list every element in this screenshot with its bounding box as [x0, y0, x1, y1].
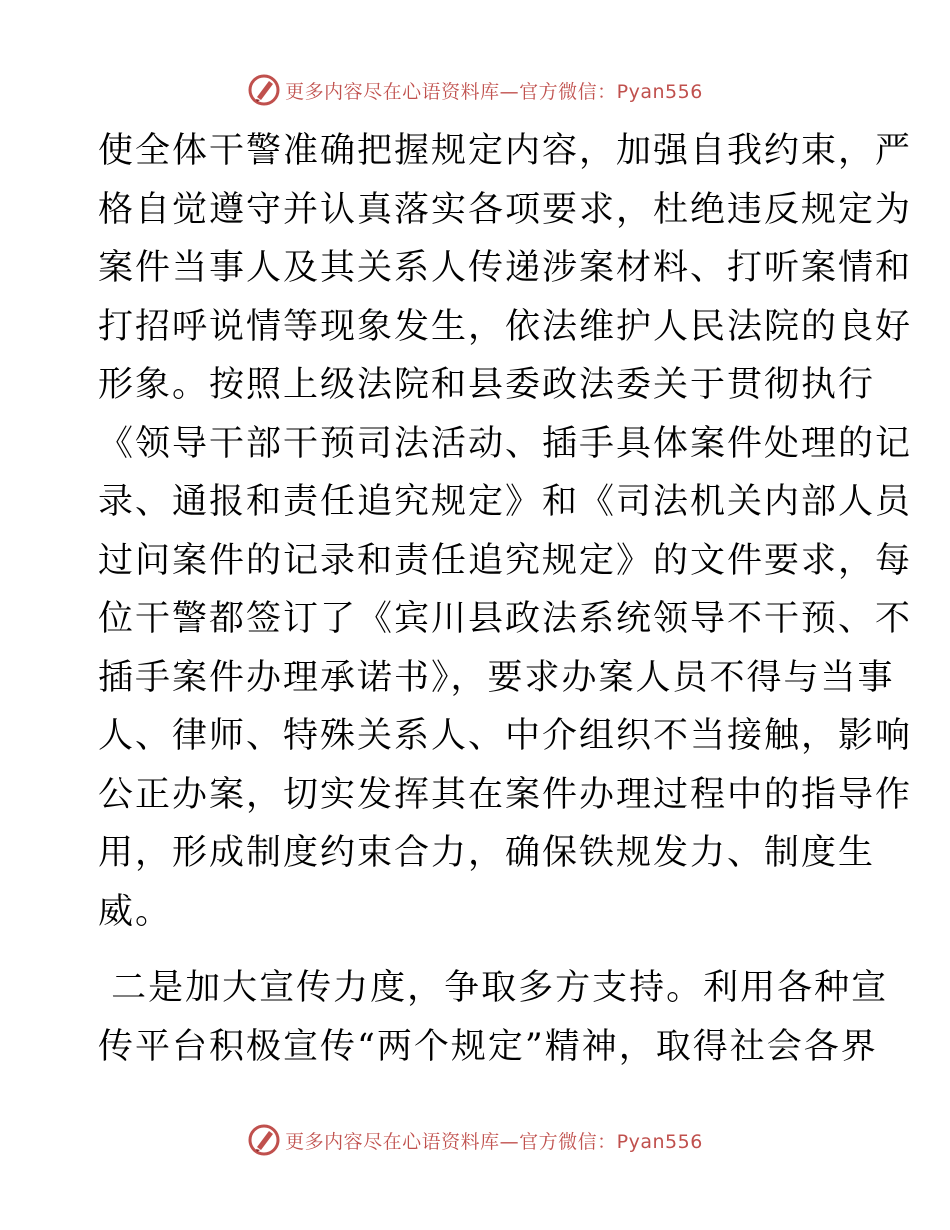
text-line: 录、通报和责任追究规定》和《司法机关内部人员 [98, 482, 913, 522]
pen-seal-logo-icon [247, 1123, 281, 1157]
text-line: 公正办案，切实发挥其在案件办理过程中的指导作 [98, 774, 913, 815]
text-line: 用，形成制度约束合力，确保铁规发力、制度生 [98, 833, 876, 873]
text-line: 插手案件办理承诺书》，要求办案人员不得与当事 [98, 657, 895, 698]
text-line: 形象。按照上级法院和县委政法委关于贯彻执行 [98, 365, 876, 405]
text-line: 案件当事人及其关系人传递涉案材料、打听案情和 [98, 248, 913, 288]
text-line: 打招呼说情等现象发生，依法维护人民法院的良好 [98, 306, 913, 347]
paragraph-gap [98, 941, 858, 959]
text-line: 二是加大宣传力度，争取多方支持。利用各种宣 [98, 968, 889, 1008]
paragraph-2 [98, 959, 889, 1076]
text-line: 过问案件的记录和责任追究规定》的文件要求，每 [98, 540, 913, 581]
text-line: 使全体干警准确把握规定内容，加强自我约束，严 [98, 131, 913, 171]
footer-banner [0, 1120, 950, 1160]
text-line: 《领导干部干预司法活动、插手具体案件处理的记 [98, 423, 913, 464]
text-line: 传平台积极宣传“两个规定”精神，取得社会各界 [98, 1026, 878, 1067]
text-line: 位干警都签订了《宾川县政法系统领导不干预、不 [98, 599, 913, 639]
header-banner [0, 70, 950, 110]
document-body [98, 122, 913, 1076]
text-line: 人、律师、特殊关系人、中介组织不当接触，影响 [98, 716, 913, 756]
text-line: 格自觉遵守并认真落实各项要求，杜绝违反规定为 [98, 189, 913, 230]
text-line: 威。 [98, 891, 173, 932]
pen-seal-logo-icon [247, 73, 281, 107]
footer-banner-text: 更多内容尽在心语资料库—官方微信：Pyan556 [285, 1130, 703, 1153]
header-banner-text: 更多内容尽在心语资料库—官方微信：Pyan556 [285, 80, 703, 103]
paragraph-1 [98, 122, 913, 941]
